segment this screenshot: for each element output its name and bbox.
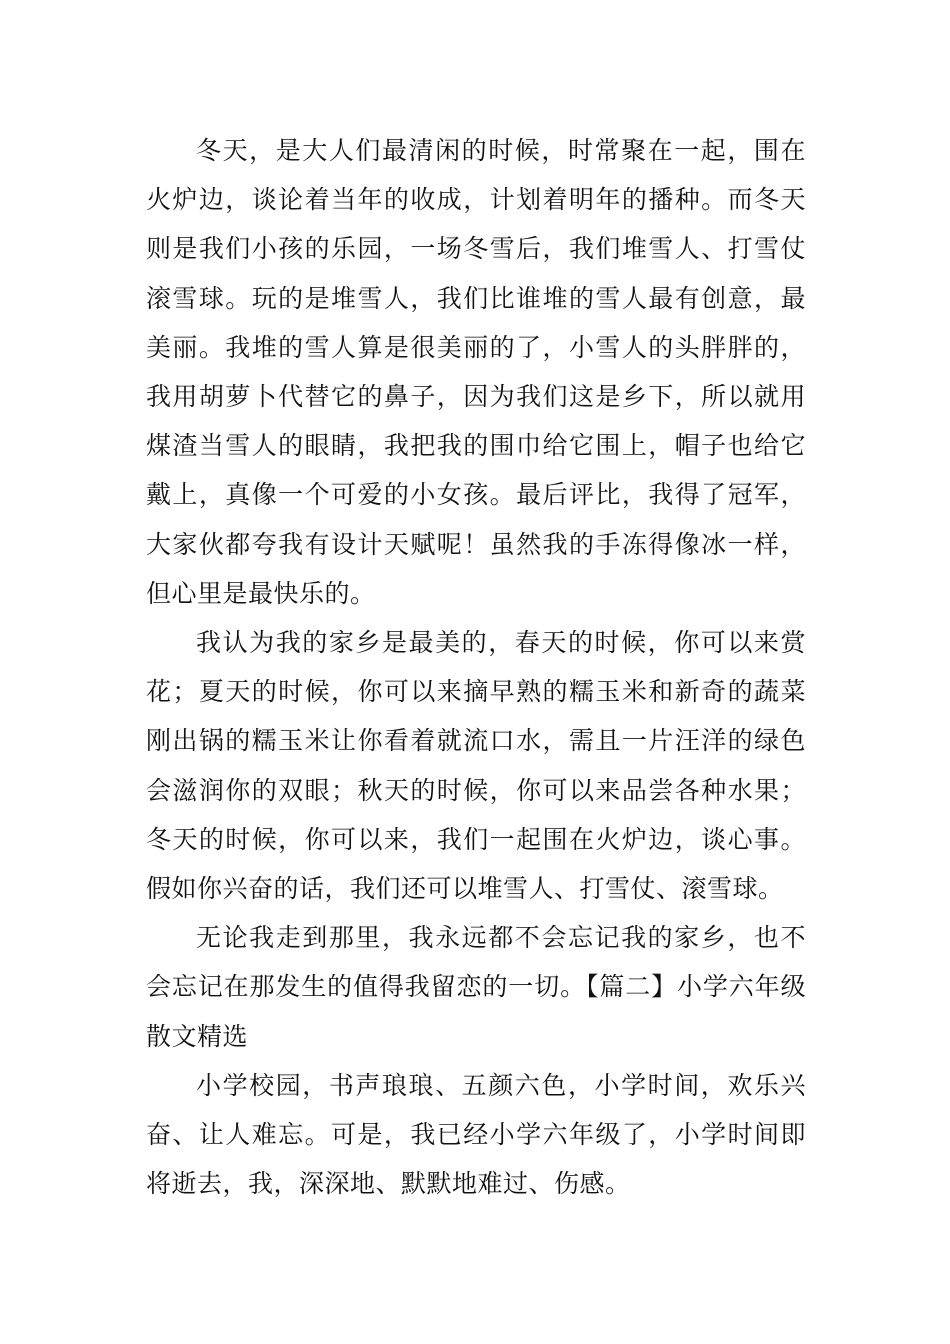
paragraph-never-forget: 无论我走到那里，我永远都不会忘记我的家乡，也不会忘记在那发生的值得我留恋的一切。【篇二】小学六年级散文精选 (146, 923, 806, 1051)
document-page (146, 126, 806, 1208)
paragraph-winter: 冬天，是大人们最清闲的时候，时常聚在一起，围在火炉边，谈论着当年的收成，计划着明年的播种。而冬天则是我们小孩的乐园，一场冬雪后，我们堆雪人、打雪仗滚雪球。玩的是堆雪人，我们比谁堆的雪人最有创意，最美丽。我堆的雪人算是很美丽的了，小雪人的头胖胖的，我用胡萝卜代替它的鼻子，因为我们这是乡下，所以就用煤渣当雪人的眼睛，我把我的围巾给它围上，帽子也给它戴上，真像一个可爱的小女孩。最后评比，我得了冠军，大家伙都夸我有设计天赋呢！虽然我的手冻得像冰一样，但心里是最快乐的。 (146, 136, 806, 608)
paragraph-hometown-seasons: 我认为我的家乡是最美的，春天的时候，你可以来赏花；夏天的时候，你可以来摘早熟的糯玉米和新奇的蔬菜刚出锅的糯玉米让你看着就流口水，需且一片汪洋的绿色会滋润你的双眼；秋天的时候，你可以来品尝各种水果；冬天的时候，你可以来，我们一起围在火炉边，谈心事。假如你兴奋的话，我们还可以堆雪人、打雪仗、滚雪球。 (146, 628, 806, 904)
paragraph-school: 小学校园，书声琅琅、五颜六色，小学时间，欢乐兴奋、让人难忘。可是，我已经小学六年级了，小学时间即将逝去，我，深深地、默默地难过、伤感。 (146, 1070, 806, 1199)
